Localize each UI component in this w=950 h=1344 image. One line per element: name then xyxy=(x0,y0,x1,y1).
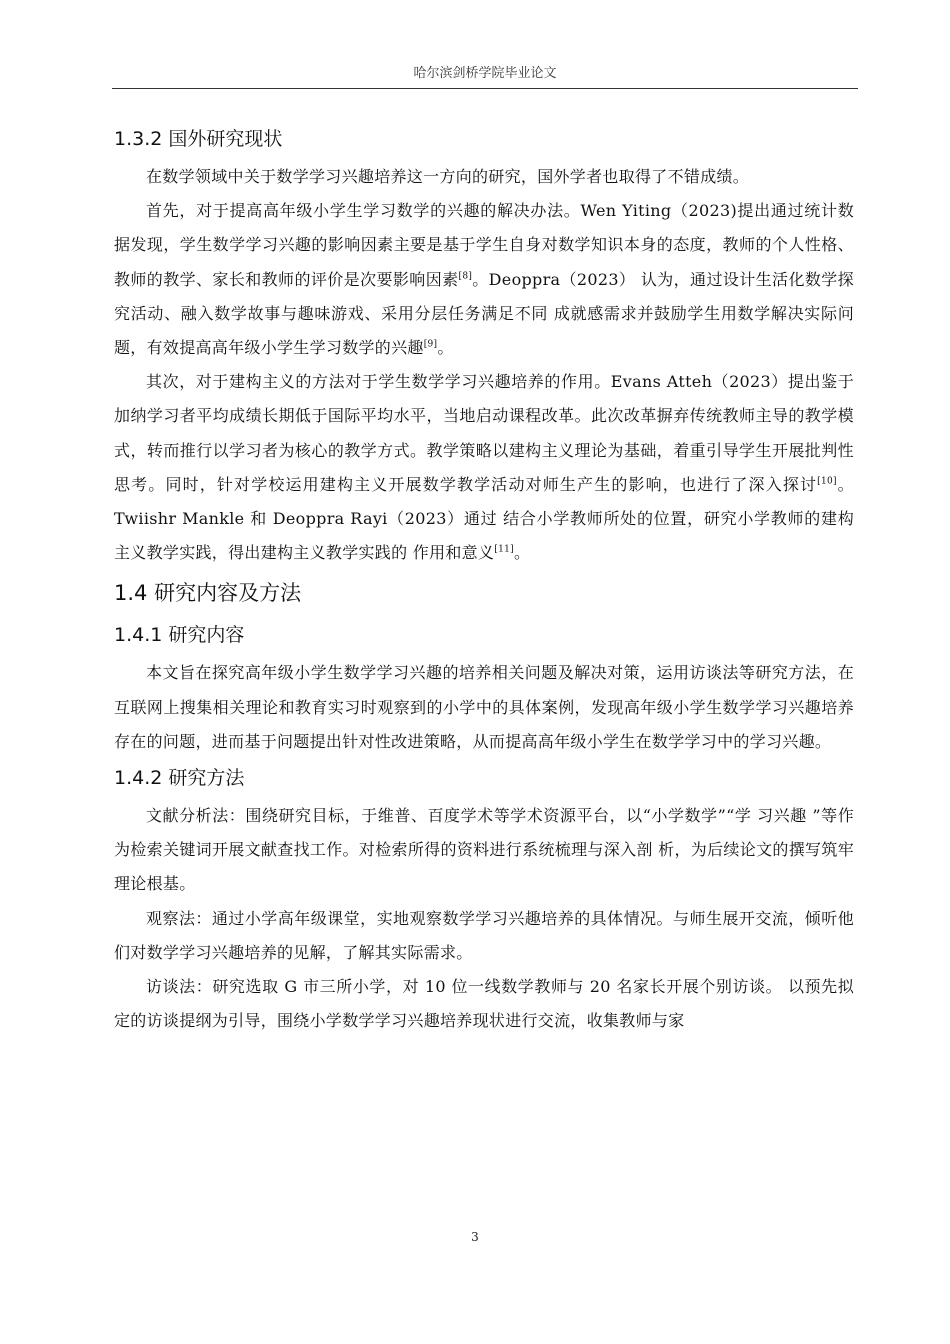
citation-ref-11: [11] xyxy=(494,544,514,555)
document-body xyxy=(114,120,854,1038)
paragraph: 在数学领域中关于数学学习兴趣培养这一方向的研究，国外学者也取得了不错成绩。 xyxy=(146,167,750,186)
citation-ref-9: [9] xyxy=(423,339,438,350)
heading-1-4: 1.4 研究内容及方法 xyxy=(114,581,302,606)
paragraph: 其次，对于建构主义的方法对于学生数学学习兴趣培养的作用。Evans Atteh（2023）提出鉴于加纳学习者平均成绩长期低于国际平均水平，当地启动课程改革。此次改革摒弃传统教师主导的教学模式，转而推行以学习者为核心的教学方式。教学策略以建构主义理论为基础，着重引导学生开展批判性思考。同时，针对学校运用建构主义开展数学教学活动对师生产生的影响，也进行了深入探讨[10]。Twiishr Mankle 和 Deoppra Rayi（2023）通过 结合小学教师所处的位置，研究小学教师的建构主义教学实践，得出建构主义教学实践的 作用和意义[11]。 xyxy=(114,372,854,563)
paragraph: 首先，对于提高高年级小学生学习数学的兴趣的解决办法。Wen Yiting（2023)提出通过统计数据发现，学生数学学习兴趣的影响因素主要是基于学生自身对数学知识本身的态度，教师的个人性格、教师的教学、家长和教师的评价是次要影响因素[8]。Deoppra（2023） 认为，通过设计生活化数学探究活动、融入数学故事与趣味游戏、采用分层任务满足不同 成就感需求并鼓励学生用数学解决实际问题，有效提高高年级小学生学习数学的兴趣[9]。 xyxy=(114,201,854,358)
paragraph: 访谈法：研究选取 G 市三所小学，对 10 位一线数学教师与 20 名家长开展个别访谈。 以预先拟定的访谈提纲为引导，围绕小学数学学习兴趣培养现状进行交流，收集教师与家 xyxy=(114,977,854,1031)
citation-ref-8: [8] xyxy=(458,271,473,282)
paragraph: 观察法：通过小学高年级课堂，实地观察数学学习兴趣培养的具体情况。与师生展开交流，倾听他们对数学学习兴趣培养的见解，了解其实际需求。 xyxy=(114,908,854,962)
header-divider xyxy=(112,88,858,89)
page-number: 3 xyxy=(471,1230,479,1244)
heading-1-3-2: 1.3.2 国外研究现状 xyxy=(114,128,283,150)
paragraph: 文献分析法：围绕研究目标，于维普、百度学术等学术资源平台，以“小学数学”“学 习兴趣 ”等作为检索关键词开展文献查找工作。对检索所得的资料进行系统梳理与深入剖 析，为后续论文的撰写筑牢理论根基。 xyxy=(114,806,854,894)
heading-1-4-1: 1.4.1 研究内容 xyxy=(114,624,245,647)
citation-ref-10: [10] xyxy=(817,476,837,487)
running-header: 哈尔滨剑桥学院毕业论文 xyxy=(413,66,557,81)
heading-1-4-2: 1.4.2 研究方法 xyxy=(114,767,245,790)
paragraph: 本文旨在探究高年级小学生数学学习兴趣的培养相关问题及解决对策，运用访谈法等研究方法，在互联网上搜集相关理论和教育实习时观察到的小学中的具体案例，发现高年级小学生数学学习兴趣培养存在的问题，进而基于问题提出针对性改进策略，从而提高高年级小学生在数学学习中的学习兴趣。 xyxy=(114,663,854,751)
